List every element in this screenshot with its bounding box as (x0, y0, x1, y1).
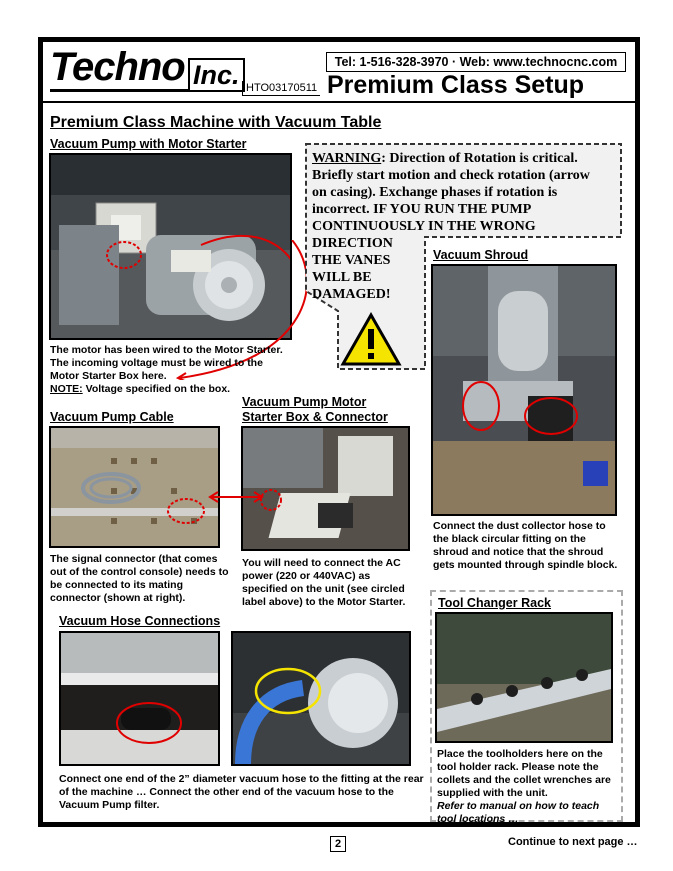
tool-changer-photo (435, 612, 613, 743)
starter-box-heading-line1: Vacuum Pump Motor (242, 395, 367, 409)
warning-line6: DIRECTION (312, 236, 393, 251)
vacuum-hose-photo-2 (231, 631, 411, 766)
vacuum-hose-photo-1 (59, 631, 220, 766)
warning-triangle-icon (340, 312, 402, 367)
warning-line4: incorrect. IF YOU RUN THE PUMP (312, 202, 532, 217)
starter-box-caption: You will need to connect the AC power (220 or 440VAC) as specified on the unit (see circled label above) to the Motor Starter. (242, 557, 406, 608)
tool-changer-caption-text: Place the toolholders here on the tool holder rack. Please note the collets and the collet wrenches are supplied with the unit. (437, 748, 611, 799)
warning-line8: WILL BE (312, 270, 372, 285)
vacuum-shroud-caption: Connect the dust collector hose to the black circular fitting on the shroud and notice that the shroud gets mounted through spindle block. (433, 520, 618, 571)
tool-changer-caption (437, 748, 620, 826)
vacuum-pump-caption-line2: The incoming voltage must be wired to the (50, 357, 263, 369)
page-number: 2 (330, 836, 346, 852)
warning-line9: DAMAGED! (312, 287, 391, 302)
warning-line1: : Direction of Rotation is critical. (381, 151, 578, 166)
document-title: Premium Class Setup (327, 71, 585, 99)
vacuum-hose-caption: Connect one end of the 2” diameter vacuum hose to the fitting at the rear of the machine … Connect the other end of the vacuum hose to the Vacuum Pump filter. (59, 773, 424, 811)
warning-line7: THE VANES (312, 253, 391, 268)
vacuum-shroud-heading: Vacuum Shroud (433, 248, 529, 262)
vacuum-shroud-photo (431, 264, 617, 516)
warning-line5: CONTINUOUSLY IN THE WRONG (312, 219, 536, 234)
warning-label: WARNING (312, 151, 382, 166)
vacuum-pump-caption (50, 344, 310, 396)
red-double-arrow (206, 487, 266, 507)
page-heading: Premium Class Machine with Vacuum Table (50, 114, 382, 131)
warning-line3: on casing). Exchange phases if rotation is (312, 185, 558, 200)
logo-underline (50, 89, 190, 92)
document-number: HTO03170511 (242, 81, 320, 96)
pump-cable-photo (49, 426, 220, 548)
vacuum-pump-caption-line1: The motor has been wired to the Motor Starter. (50, 344, 283, 356)
logo-main-text: Techno (50, 45, 185, 89)
pump-cable-heading: Vacuum Pump Cable (50, 410, 174, 424)
tool-changer-caption-italic: Refer to manual on how to teach tool locations … (437, 800, 600, 825)
starter-box-heading-line2: Starter Box & Connector (242, 410, 388, 424)
pump-cable-caption: The signal connector (that comes out of the control console) needs to be connected to its mating connector (shown at right). (50, 553, 229, 604)
contact-info: Tel: 1-516-328-3970 · Web: www.technocnc.com (326, 52, 626, 72)
note-text: Voltage specified on the box. (82, 383, 231, 395)
note-label: NOTE: (50, 383, 83, 395)
warning-line2: Briefly start motion and check rotation (arrow (312, 168, 590, 183)
vacuum-pump-heading: Vacuum Pump with Motor Starter (50, 137, 247, 151)
starter-box-photo (241, 426, 410, 551)
logo-inc-text: Inc. (188, 58, 245, 92)
vacuum-hose-heading: Vacuum Hose Connections (59, 614, 221, 628)
vacuum-pump-caption-line3: Motor Starter Box here. (50, 370, 167, 382)
continue-link[interactable]: Continue to next page … (508, 836, 638, 848)
header-divider (43, 101, 635, 103)
tool-changer-heading: Tool Changer Rack (438, 596, 551, 610)
